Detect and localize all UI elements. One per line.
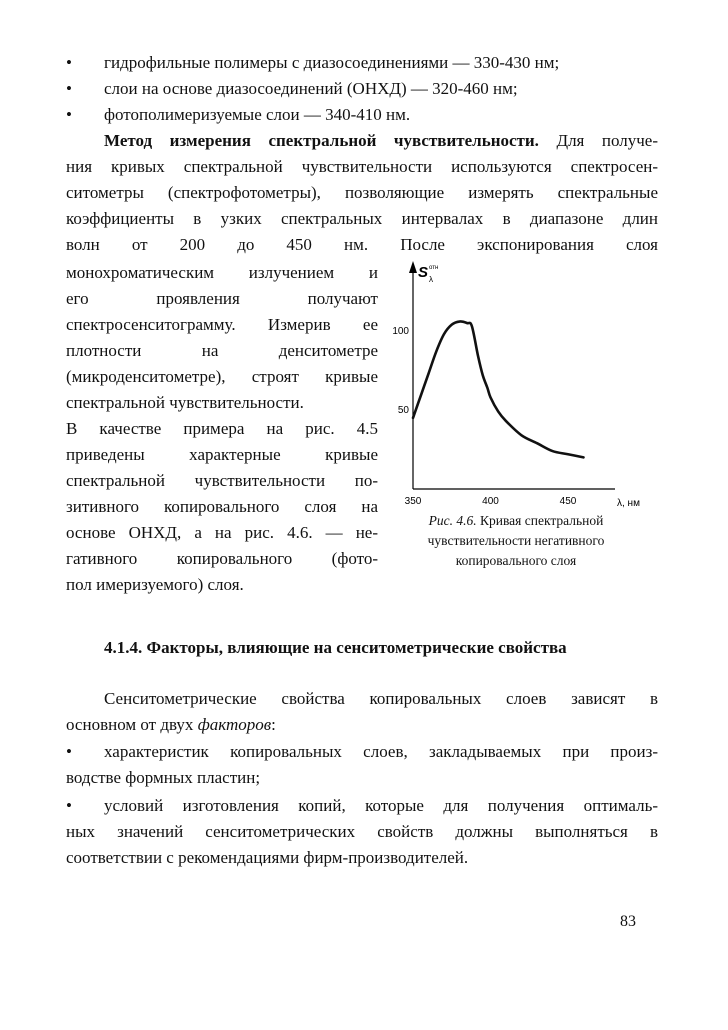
spectral-sensitivity-chart xyxy=(380,255,670,515)
caption-line: копировального слоя xyxy=(455,553,577,568)
paragraph-emphasis: факторов xyxy=(197,715,272,734)
list-item: слои на основе диазосоединений (ОНХД) — 320-460 нм; xyxy=(104,79,518,98)
list-item-continuation: ных значений сенситометрических свойств должны выполняться в xyxy=(66,822,658,841)
paragraph-line: пол имеризуемого) слоя. xyxy=(66,575,244,594)
paragraph-line: коэффициенты в узких спектральных интервалах в диапазоне длин xyxy=(66,209,658,228)
paragraph-line: зитивного копировального слоя на xyxy=(66,497,378,516)
paragraph-text: Для получе- xyxy=(556,131,659,150)
list-item-continuation: соответствии с рекомендациями фирм-производителей. xyxy=(66,848,469,867)
paragraph-line: его проявления получают xyxy=(66,289,378,308)
paragraph-line: ситометры (спектрофотометры), позволяющие измерять спектральные xyxy=(66,183,658,202)
chart-axes xyxy=(409,261,615,489)
bullet-marker: • xyxy=(66,79,72,98)
y-axis-arrow xyxy=(409,261,417,273)
paragraph-line: волн от 200 до 450 нм. После экспонирования слоя xyxy=(66,235,658,254)
list-item-continuation: водстве формных пластин; xyxy=(66,768,261,787)
y-tick-label: 50 xyxy=(397,405,409,416)
paragraph-line: (микроденситометре), строят кривые xyxy=(66,367,378,386)
figure-caption xyxy=(398,511,634,571)
paragraph-line: В качестве примера на рис. 4.5 xyxy=(66,419,378,438)
bullet-marker: • xyxy=(66,742,72,761)
paragraph-line: спектральной чувствительности. xyxy=(66,393,304,412)
paragraph-line: Сенситометрические свойства копировальных слоев зависят в xyxy=(104,689,658,708)
bullet-marker: • xyxy=(66,105,72,124)
x-axis-label: λ, нм xyxy=(617,498,640,509)
caption-label: Рис. 4.6. xyxy=(428,513,477,528)
caption-line xyxy=(398,511,634,531)
x-tick-label: 350 xyxy=(404,496,422,507)
paragraph-line xyxy=(66,714,276,736)
paragraph-text: основном от двух xyxy=(66,715,198,734)
paragraph-line: плотности на денситометре xyxy=(66,341,378,360)
list-item: условий изготовления копий, которые для получения оптималь- xyxy=(104,796,658,815)
y-axis-label: S xyxy=(418,264,429,281)
paragraph-line: спектральной чувствительности по- xyxy=(66,471,378,490)
paragraph-text: : xyxy=(271,715,276,734)
paragraph-line: монохроматическим излучением и xyxy=(66,263,378,282)
series-line xyxy=(413,321,584,457)
bullet-marker: • xyxy=(66,53,72,72)
page-number: 83 xyxy=(620,913,636,930)
section-heading: 4.1.4. Факторы, влияющие на сенситометрические свойства xyxy=(104,638,567,657)
paragraph-line: гативного копировального (фото- xyxy=(66,549,378,568)
y-axis-label-sub: λ xyxy=(429,275,433,284)
y-axis-label-sup: отн xyxy=(429,265,439,271)
paragraph-line: основе ОНХД, а на рис. 4.6. — не- xyxy=(66,523,378,542)
paragraph-line: приведены характерные кривые xyxy=(66,445,378,464)
bullet-marker: • xyxy=(66,796,72,815)
paragraph-line: спектросенситограмму. Измерив ее xyxy=(66,315,378,334)
x-tick-label: 400 xyxy=(482,496,499,507)
x-tick-label: 450 xyxy=(559,496,577,507)
caption-line: чувствительности негативного xyxy=(427,533,605,548)
caption-text: Кривая спектральной xyxy=(480,513,604,528)
y-tick-label: 100 xyxy=(392,326,409,337)
list-item: фотополимеризуемые слои — 340-410 нм. xyxy=(104,105,411,124)
paragraph-line: ния кривых спектральной чувствительности используются спектросен- xyxy=(66,157,658,176)
paragraph-line xyxy=(104,130,658,152)
method-heading: Метод измерения спектральной чувствительности. xyxy=(104,131,539,150)
list-item: характеристик копировальных слоев, закладываемых при произ- xyxy=(104,742,658,761)
list-item: гидрофильные полимеры с диазосоединениями — 330-430 нм; xyxy=(104,53,560,72)
